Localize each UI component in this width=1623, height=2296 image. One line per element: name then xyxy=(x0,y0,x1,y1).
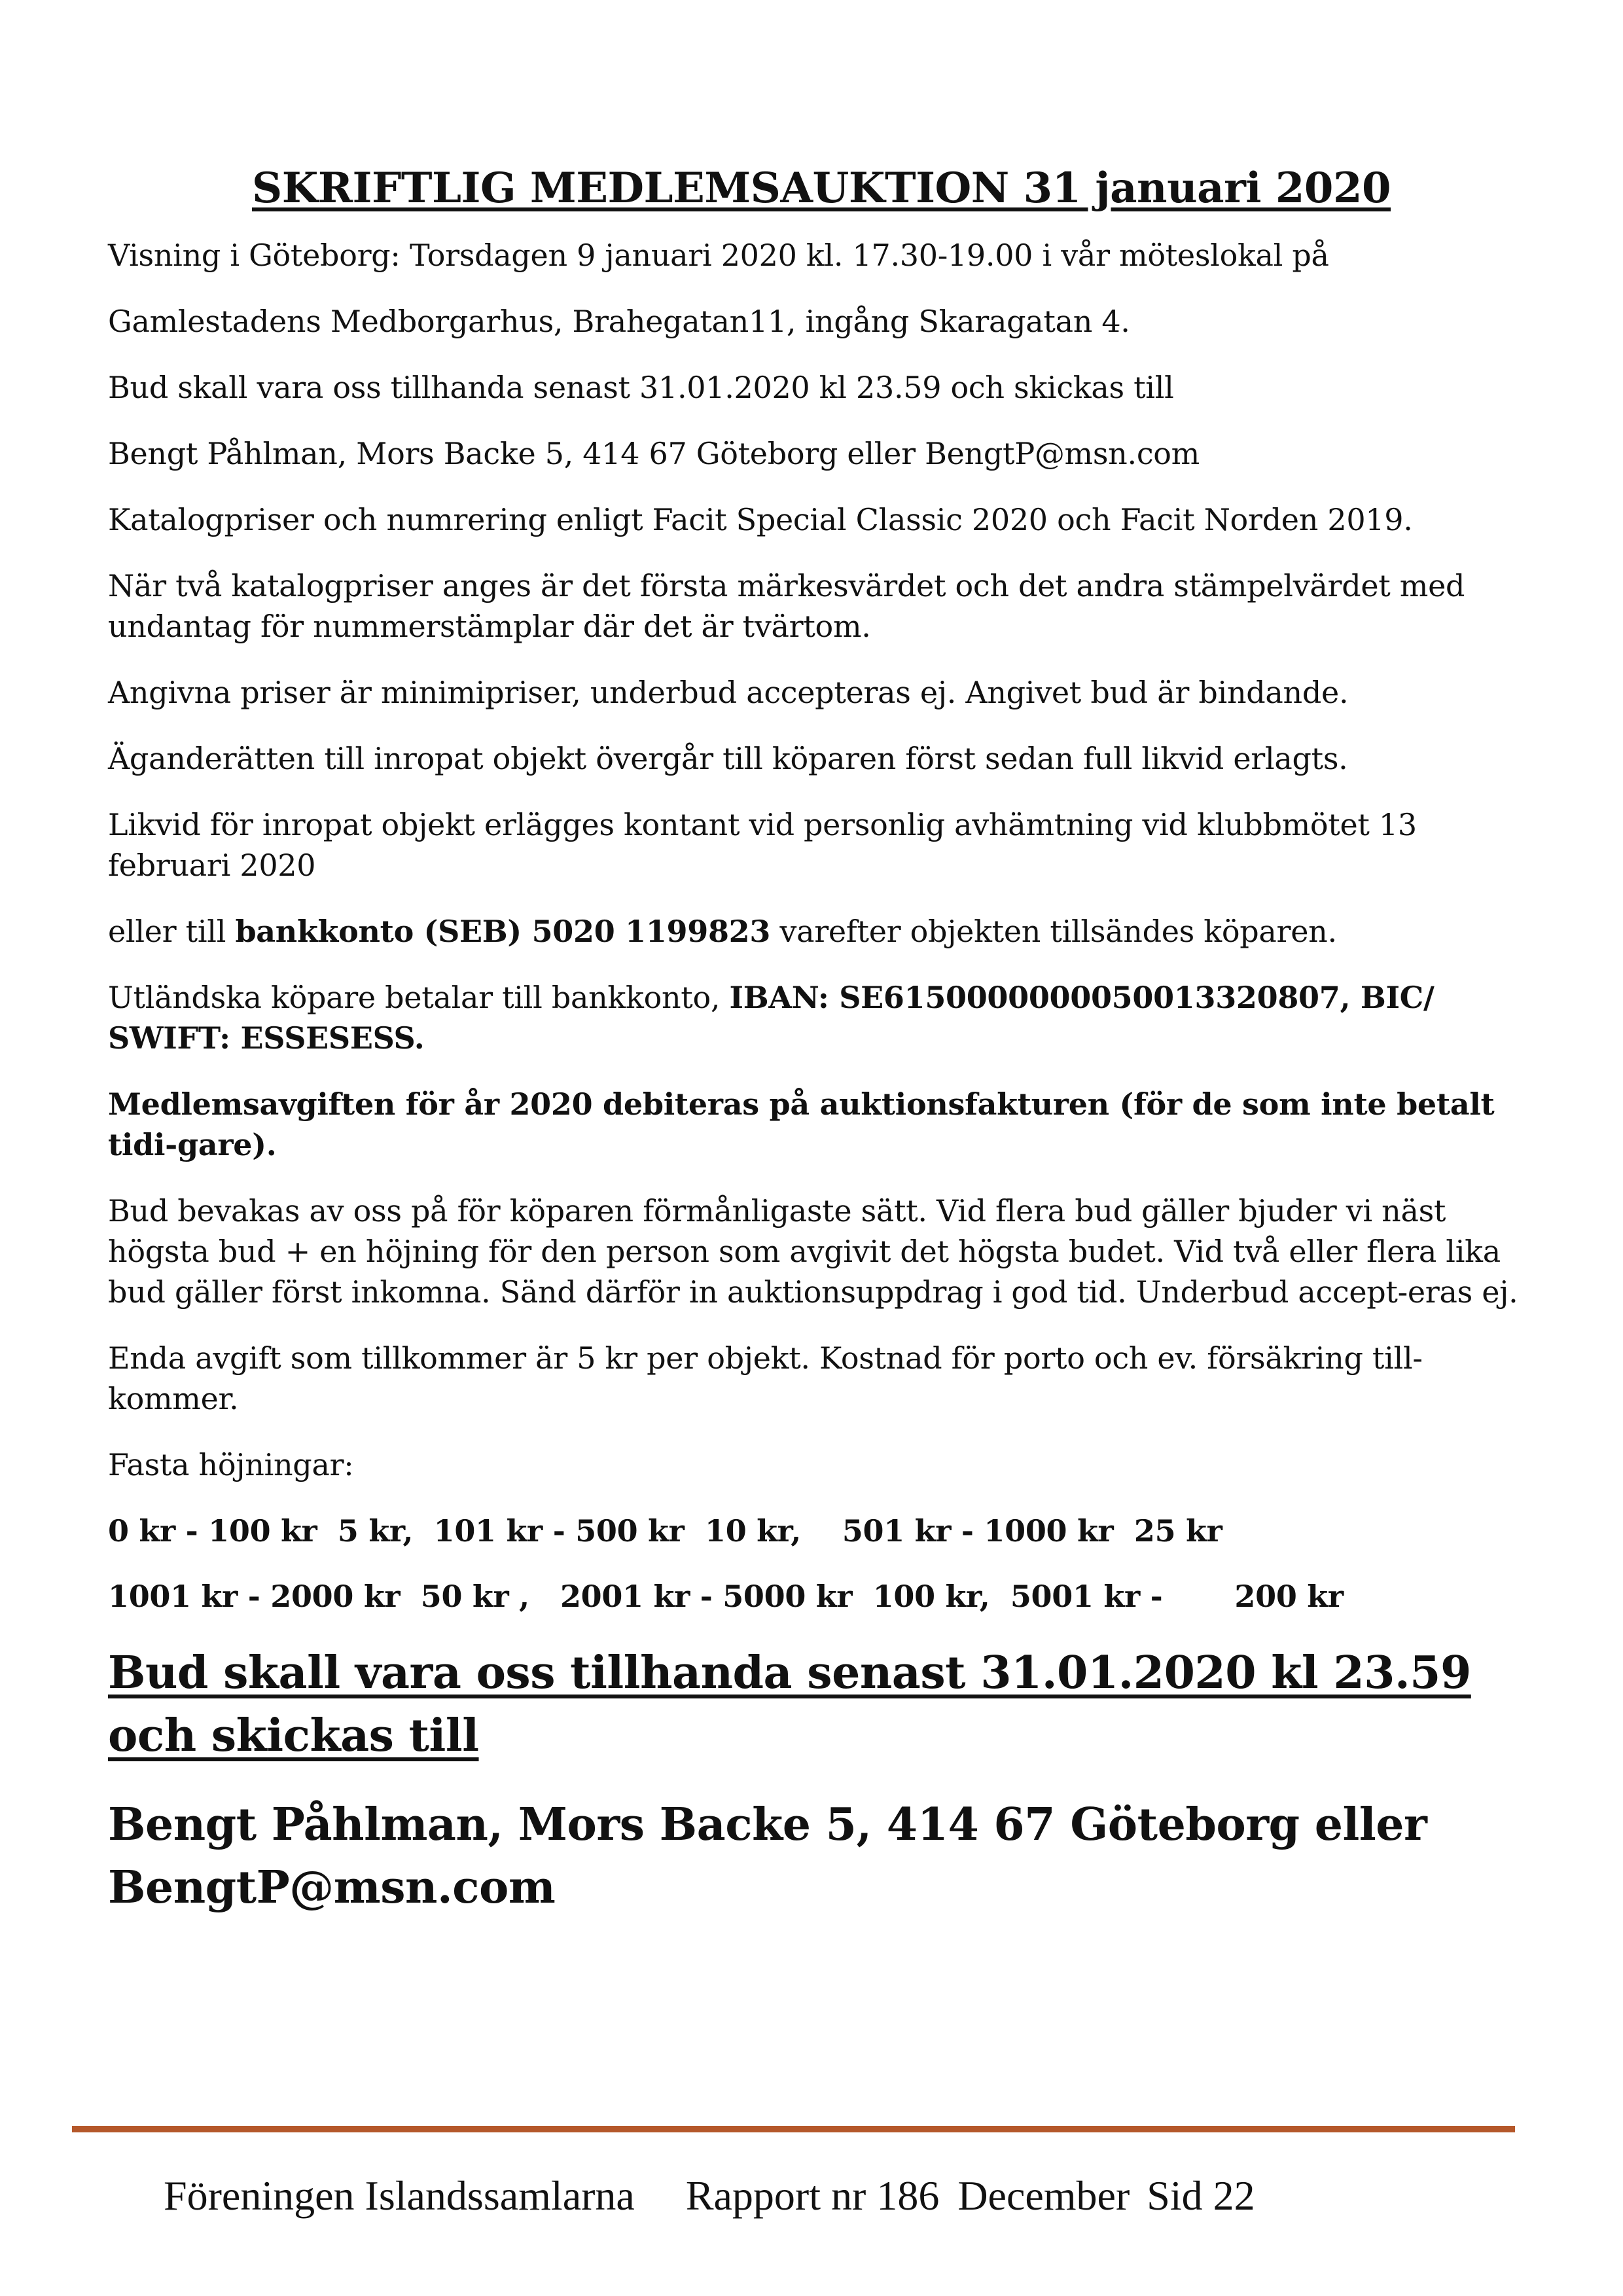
fee-paragraph: Enda avgift som tillkommer är 5 kr per objekt. Kostnad för porto och ev. försäkring till-kommer. xyxy=(108,1340,1423,1416)
increment-rates-line-1: 0 kr - 100 kr 5 kr, 101 kr - 500 kr 10 kr, 501 kr - 1000 kr 25 kr xyxy=(108,1513,1222,1549)
minimum-price-paragraph: Angivna priser är minimipriser, underbud accepteras ej. Angivet bud är bindande. xyxy=(108,675,1349,710)
footer-month: December xyxy=(957,2172,1130,2219)
bank-account-paragraph xyxy=(108,911,1535,952)
iban-swift: IBAN: SE6150000000050013320807, BIC/ SWIFT: ESSESESS. xyxy=(108,980,1435,1056)
bank-account-suffix: varefter objekten tillsändes köparen. xyxy=(770,914,1337,949)
page-footer xyxy=(164,2172,1525,2220)
foreign-payment-prefix: Utländska köpare betalar till bankkonto, xyxy=(108,980,730,1015)
membership-fee-paragraph: Medlemsavgiften för år 2020 debiteras på auktionsfakturen (för de som inte betalt tidi-gare). xyxy=(108,1086,1495,1162)
closing-address: Bengt Påhlman, Mors Backe 5, 414 67 Göteborg eller BengtP@msn.com xyxy=(108,1799,1427,1914)
foreign-payment-paragraph xyxy=(108,977,1535,1058)
catalog-paragraph: Katalogpriser och numrering enligt Facit Special Classic 2020 och Facit Norden 2019. xyxy=(108,502,1413,537)
ownership-paragraph: Äganderätten till inropat objekt övergår till köparen först sedan full likvid erlagts. xyxy=(108,741,1348,776)
catalog-values-paragraph: När två katalogpriser anges är det första märkesvärdet och det andra stämpelvärdet med undantag för nummerstämplar där det är tvärtom. xyxy=(108,568,1465,644)
footer-page-number: Sid 22 xyxy=(1147,2172,1255,2219)
bank-account-prefix: eller till xyxy=(108,914,236,949)
increment-rates-line-2: 1001 kr - 2000 kr 50 kr , 2001 kr - 5000 kr 100 kr, 5001 kr - 200 kr xyxy=(108,1579,1344,1614)
footer-report-number: Rapport nr 186 xyxy=(685,2172,940,2219)
bid-handling-paragraph: Bud bevakas av oss på för köparen förmånligaste sätt. Vid flera bud gäller bjuder vi näst högsta bud + en höjning för den person som avgivit det högsta budet. Vid två eller flera lika bud gäller först inkomna. Sänd därför in auktionsuppdrag i god tid. Underbud accept-eras ej. xyxy=(108,1193,1518,1310)
footer-organization: Föreningen Islandssamlarna xyxy=(164,2172,635,2219)
page-content xyxy=(108,164,1535,1919)
payment-paragraph: Likvid för inropat objekt erlägges kontant vid personlig avhämtning vid klubbmötet 13 februari 2020 xyxy=(108,807,1417,883)
closing-deadline: Bud skall vara oss tillhanda senast 31.01.2020 kl 23.59 och skickas till xyxy=(108,1647,1471,1762)
bank-account-number: bankkonto (SEB) 5020 1199823 xyxy=(235,914,771,949)
bid-deadline-paragraph: Bud skall vara oss tillhanda senast 31.01.2020 kl 23.59 och skickas till xyxy=(108,370,1174,405)
bid-address-paragraph: Bengt Påhlman, Mors Backe 5, 414 67 Göteborg eller BengtP@msn.com xyxy=(108,436,1200,471)
page-title: SKRIFTLIG MEDLEMSAUKTION 31 januari 2020 xyxy=(252,164,1391,213)
increments-heading: Fasta höjningar: xyxy=(108,1447,354,1482)
venue-paragraph: Gamlestadens Medborgarhus, Brahegatan11, ingång Skaragatan 4. xyxy=(108,304,1130,339)
footer-divider xyxy=(72,2126,1515,2132)
viewing-paragraph: Visning i Göteborg: Torsdagen 9 januari 2020 kl. 17.30-19.00 i vår möteslokal på xyxy=(108,238,1329,273)
